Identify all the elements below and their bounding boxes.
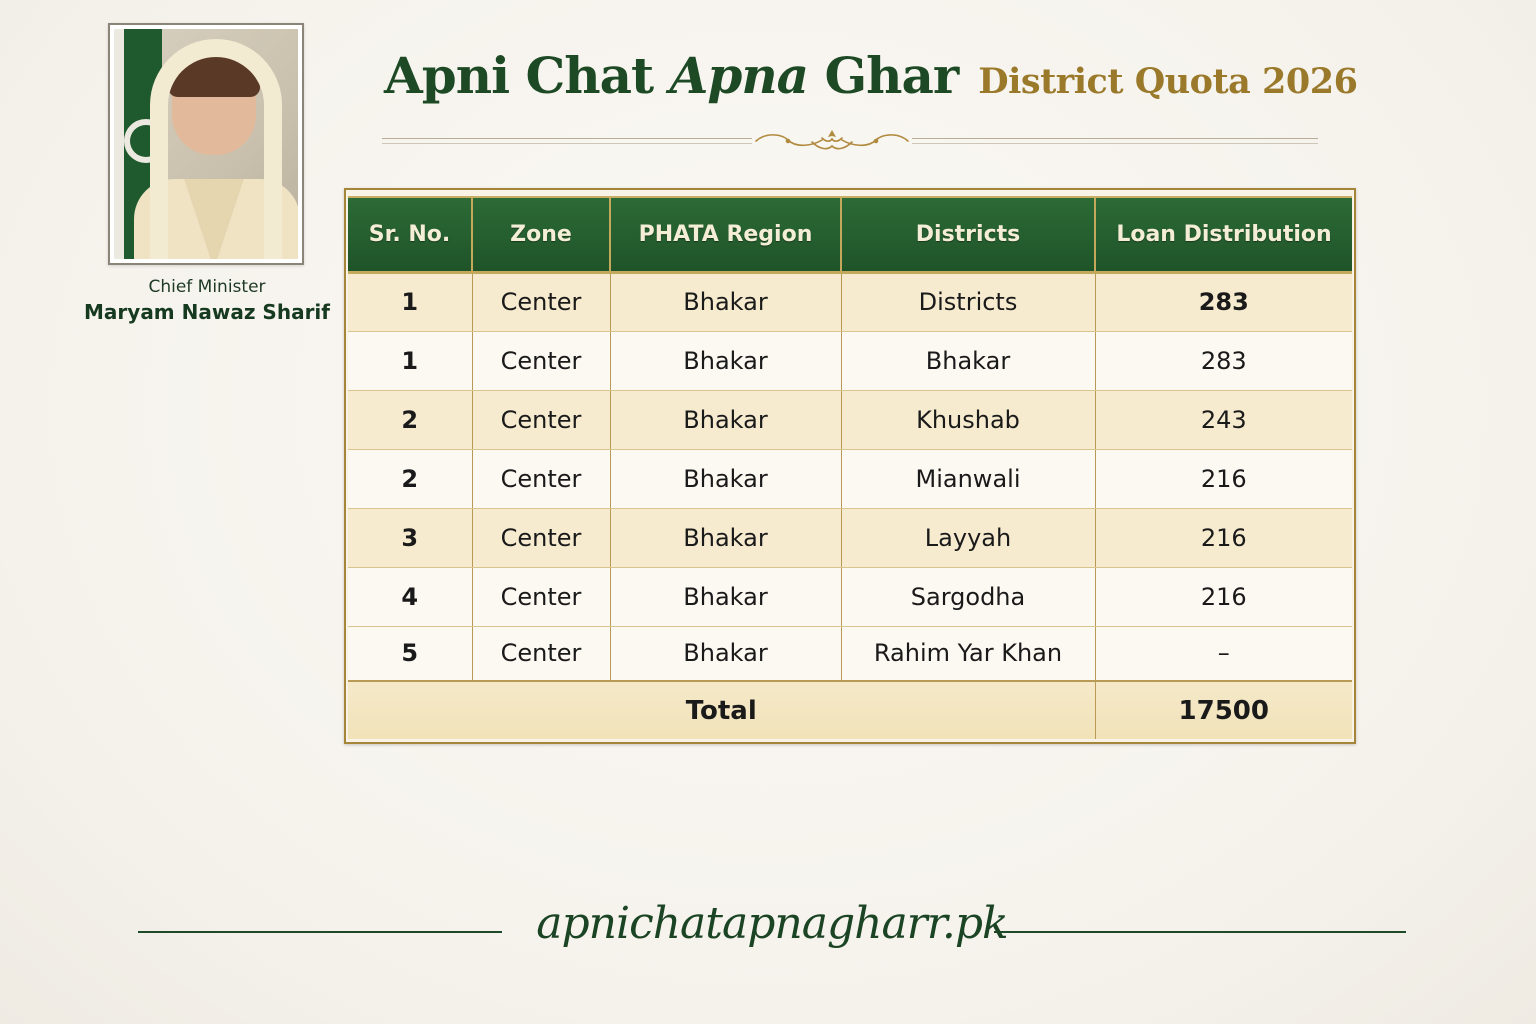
cell-loan: 283 [1095, 272, 1352, 331]
page-header [384, 46, 1357, 105]
title-part-3: Ghar [808, 46, 959, 105]
cell-sr-no: 2 [348, 449, 472, 508]
cell-region: Bhakar [610, 331, 841, 390]
cell-sr-no: 5 [348, 626, 472, 681]
portrait-caption [80, 276, 334, 326]
cell-sr-no: 4 [348, 567, 472, 626]
cell-loan: 216 [1095, 567, 1352, 626]
column-header-loan-distribution: Loan Distribution [1095, 198, 1352, 272]
cell-district: Khushab [841, 390, 1095, 449]
page-subtitle: District Quota 2026 [978, 61, 1358, 102]
table-row [348, 508, 1352, 567]
table-row [348, 331, 1352, 390]
cell-sr-no: 1 [348, 331, 472, 390]
cell-district: Bhakar [841, 331, 1095, 390]
website-link[interactable]: apnichatapnagharr.pk [536, 898, 1008, 949]
footer [138, 896, 1406, 976]
table-row [348, 272, 1352, 331]
table-row [348, 390, 1352, 449]
cell-sr-no: 1 [348, 272, 472, 331]
title-part-2: Apna [669, 46, 809, 105]
total-value: 17500 [1095, 681, 1352, 739]
table-row [348, 626, 1352, 681]
cell-region: Bhakar [610, 567, 841, 626]
cell-region: Bhakar [610, 508, 841, 567]
cell-district: Mianwali [841, 449, 1095, 508]
title-part-1: Apni Chat [384, 46, 670, 105]
cell-loan: 283 [1095, 331, 1352, 390]
cell-zone: Center [472, 567, 610, 626]
table-inner [348, 196, 1352, 739]
cell-loan: – [1095, 626, 1352, 681]
table-header-row [348, 198, 1352, 272]
cell-zone: Center [472, 390, 610, 449]
cell-sr-no: 3 [348, 508, 472, 567]
divider-line-right-2 [912, 143, 1318, 144]
table-row [348, 567, 1352, 626]
portrait-frame [108, 23, 304, 265]
column-header-sr-no: Sr. No. [348, 198, 472, 272]
cell-region: Bhakar [610, 390, 841, 449]
cell-loan: 243 [1095, 390, 1352, 449]
cell-loan: 216 [1095, 449, 1352, 508]
flag-white-stripe [114, 29, 124, 259]
table-row [348, 449, 1352, 508]
cell-loan: 216 [1095, 508, 1352, 567]
cell-region: Bhakar [610, 626, 841, 681]
cell-district: Sargodha [841, 567, 1095, 626]
cell-district: Districts [841, 272, 1095, 331]
caption-name: Maryam Nawaz Sharif [84, 300, 330, 324]
chief-minister-portrait [114, 29, 298, 259]
cell-region: Bhakar [610, 272, 841, 331]
flourish-icon [752, 128, 912, 154]
total-row [348, 681, 1352, 739]
cell-zone: Center [472, 626, 610, 681]
cell-sr-no: 2 [348, 390, 472, 449]
cell-zone: Center [472, 331, 610, 390]
cell-district: Layyah [841, 508, 1095, 567]
caption-title: Chief Minister [148, 277, 266, 297]
page-title [384, 46, 958, 105]
cell-region: Bhakar [610, 449, 841, 508]
column-header-districts: Districts [841, 198, 1095, 272]
total-label: Total [348, 681, 1095, 739]
cell-district: Rahim Yar Khan [841, 626, 1095, 681]
column-header-zone: Zone [472, 198, 610, 272]
quota-table [348, 198, 1352, 739]
cell-zone: Center [472, 272, 610, 331]
ornamental-divider [382, 128, 1318, 154]
divider-line-left [382, 138, 752, 139]
divider-line-left-2 [382, 143, 752, 144]
column-header-phata-region: PHATA Region [610, 198, 841, 272]
cell-zone: Center [472, 508, 610, 567]
divider-line-right [912, 138, 1318, 139]
district-quota-table [344, 188, 1356, 744]
cell-zone: Center [472, 449, 610, 508]
